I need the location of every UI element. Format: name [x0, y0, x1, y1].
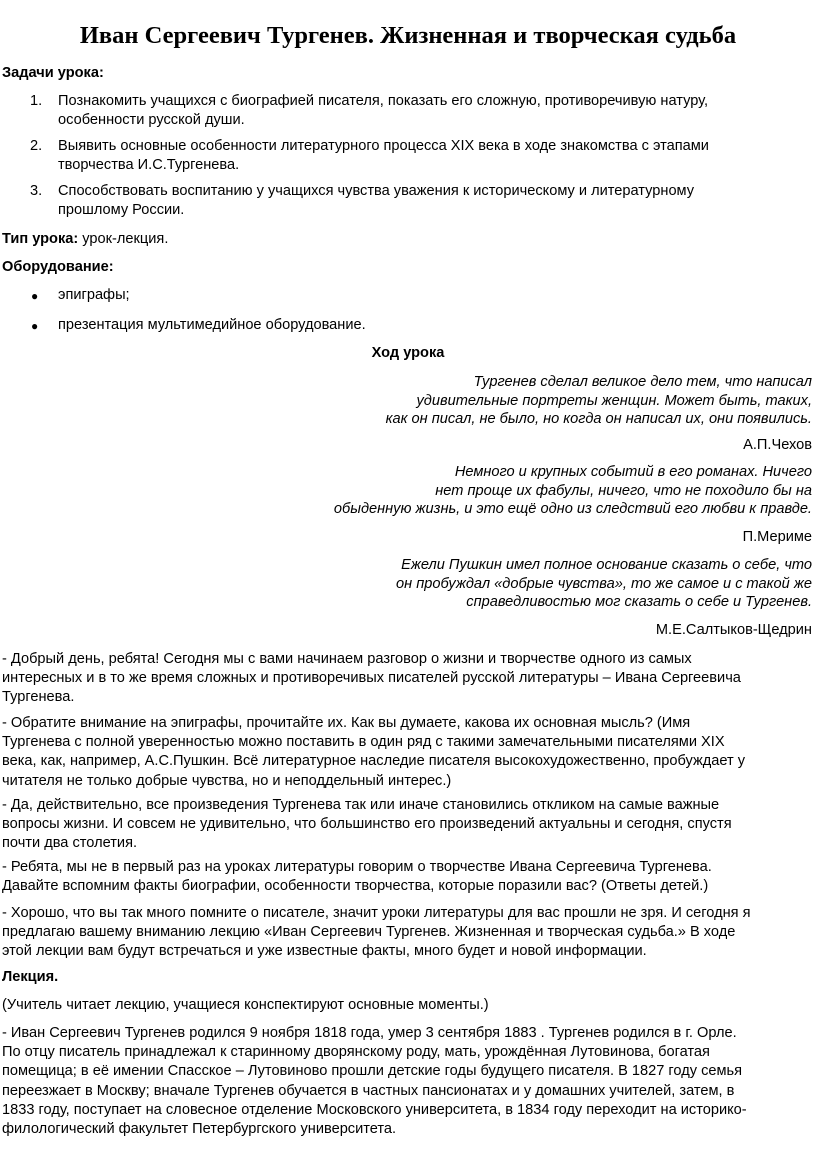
paragraph: [2, 796, 812, 854]
epigraph-line: Ежели Пушкин имел полное основание сказать о себе, что: [401, 557, 812, 573]
page-title: Иван Сергеевич Тургенев. Жизненная и творческая судьба: [79, 22, 737, 49]
paragraph-line: предлагаю вашему вниманию лекцию «Иван Сергеевич Тургенев. Жизненная и творческая судьба.» В ходе: [2, 924, 736, 941]
epigraph-line: нет проще их фабулы, ничего, что не походило бы на: [435, 482, 812, 499]
bullet-icon: ●: [31, 289, 39, 303]
lesson-type: [2, 230, 168, 249]
epigraph-text: [396, 556, 812, 612]
task-item: [58, 137, 778, 175]
paragraph-line: интересных и в то же время сложных и противоречивых писателей русской литературы – Ивана Сергеевича: [2, 670, 741, 687]
equipment-heading: Оборудование:: [2, 259, 114, 275]
bullet-icon: ●: [31, 319, 39, 333]
epigraph-author: П.Мериме: [742, 529, 812, 545]
paragraph-line: - Да, действительно, все произведения Тургенева так или иначе становились откликом на самые важные: [2, 797, 720, 813]
paragraph: [2, 858, 812, 896]
paragraph-line: переезжает в Москву; вначале Тургенев обучается в частных пансионатах и у домашних учителей, затем, в: [2, 1082, 735, 1099]
paragraph-line: - Иван Сергеевич Тургенев родился 9 ноября 1818 года, умер 3 сентября 1883 . Тургенев родился в г. Орле.: [2, 1025, 737, 1041]
equipment-item: презентация мультимедийное оборудование.: [58, 317, 366, 333]
epigraph-line: справедливостью мог сказать о себе и Тургенев.: [466, 594, 812, 610]
paragraph-line: этой лекции вам будут встречаться и уже известные факты, много будет и новой информации.: [2, 943, 647, 960]
paragraph-line: вопросы жизни. И совсем не удивительно, что большинство его произведений актуальны и сегодня, спустя: [2, 816, 732, 833]
paragraph-line: читателя не только добрые чувства, но и неподдельный интерес.): [2, 772, 452, 789]
epigraph-line: Тургенев сделал великое дело тем, что написал: [473, 374, 812, 390]
epigraph-line: он пробуждал «добрые чувства», то же самое и с такой же: [396, 575, 812, 592]
lecture-heading: Лекция.: [2, 969, 59, 985]
epigraph-line: как он писал, не было, но когда он написал их, они появились.: [385, 411, 812, 427]
epigraph-author: А.П.Чехов: [743, 437, 812, 453]
task-item: [58, 92, 778, 130]
epigraph-line: удивительные портреты женщин. Может быть, таких,: [416, 392, 812, 409]
paragraph-line: Тургенева.: [2, 689, 75, 706]
paragraph-lecture: [2, 1024, 812, 1139]
lesson-type-label: Тип урока:: [2, 231, 79, 247]
paragraph-line: Давайте вспомним факты биографии, особенности творчества, которые поразили вас? (Ответы детей.): [2, 878, 709, 895]
paragraph-line: помещица; в её имении Спасское – Лутовиново прошли детские годы будущего писателя. В 1827 году семья: [2, 1063, 743, 1080]
epigraph-line: обыденную жизнь, и это ещё одно из следствий его любви к правде.: [333, 501, 812, 517]
paragraph-line: Тургенева с полной уверенностью можно поставить в один ряд с такими замечательными писателями XIX: [2, 734, 725, 751]
paragraph-line: почти два столетия.: [2, 835, 138, 852]
task-line: Способствовать воспитанию у учащихся чувства уважения к историческому и литературному: [58, 183, 695, 199]
paragraph-line: 1833 году, поступает на словесное отделение Московского университета, в 1834 году переходит на историко-: [2, 1101, 747, 1118]
epigraph-text: [334, 463, 812, 519]
task-number: 1.: [30, 93, 43, 109]
task-line: творчества И.С.Тургенева.: [58, 157, 240, 173]
paragraph-line: - Ребята, мы не в первый раз на уроках литературы говорим о творчестве Ивана Сергеевича Тургенева.: [2, 859, 712, 875]
task-line: особенности русской души.: [58, 112, 245, 128]
section-heading-lesson-course: Ход урока: [371, 345, 445, 361]
equipment-item: эпиграфы;: [58, 287, 130, 303]
paragraph-line: - Добрый день, ребята! Сегодня мы с вами начинаем разговор о жизни и творчестве одного из самых: [2, 651, 692, 667]
task-number: 2.: [30, 138, 43, 154]
paragraph: [2, 714, 812, 791]
paragraph-line: - Обратите внимание на эпиграфы, прочитайте их. Как вы думаете, какова их основная мысль? (Имя: [2, 715, 691, 731]
task-number: 3.: [30, 183, 43, 199]
task-line: Выявить основные особенности литературного процесса XIX века в ходе знакомства с этапами: [58, 138, 709, 154]
paragraph-line: филологический факультет Петербургского университета.: [2, 1121, 397, 1138]
task-item: [58, 182, 778, 220]
paragraph: [2, 650, 812, 708]
epigraph-line: Немного и крупных событий в его романах. Ничего: [454, 464, 812, 480]
tasks-heading: Задачи урока:: [2, 65, 104, 81]
paragraph-line: - Хорошо, что вы так много помните о писателе, значит уроки литературы для вас прошли не зря. И сегодня я: [2, 905, 751, 921]
lesson-type-value: урок-лекция.: [78, 231, 169, 247]
paragraph: [2, 904, 812, 962]
task-line: Познакомить учащихся с биографией писателя, показать его сложную, противоречивую натуру,: [58, 93, 709, 109]
paragraph-line: века, как, например, А.С.Пушкин. Всё литературное наследие писателя высокохудожественно, пробуждает у: [2, 753, 746, 770]
lecture-note: (Учитель читает лекцию, учащиеся конспектируют основные моменты.): [2, 997, 489, 1013]
epigraph-text: [386, 373, 812, 429]
epigraph-author: М.Е.Салтыков-Щедрин: [655, 622, 812, 638]
task-line: прошлому России.: [58, 202, 185, 218]
paragraph-line: По отцу писатель принадлежал к старинному дворянскому роду, мать, урождённая Лутовинова, богатая: [2, 1044, 710, 1061]
